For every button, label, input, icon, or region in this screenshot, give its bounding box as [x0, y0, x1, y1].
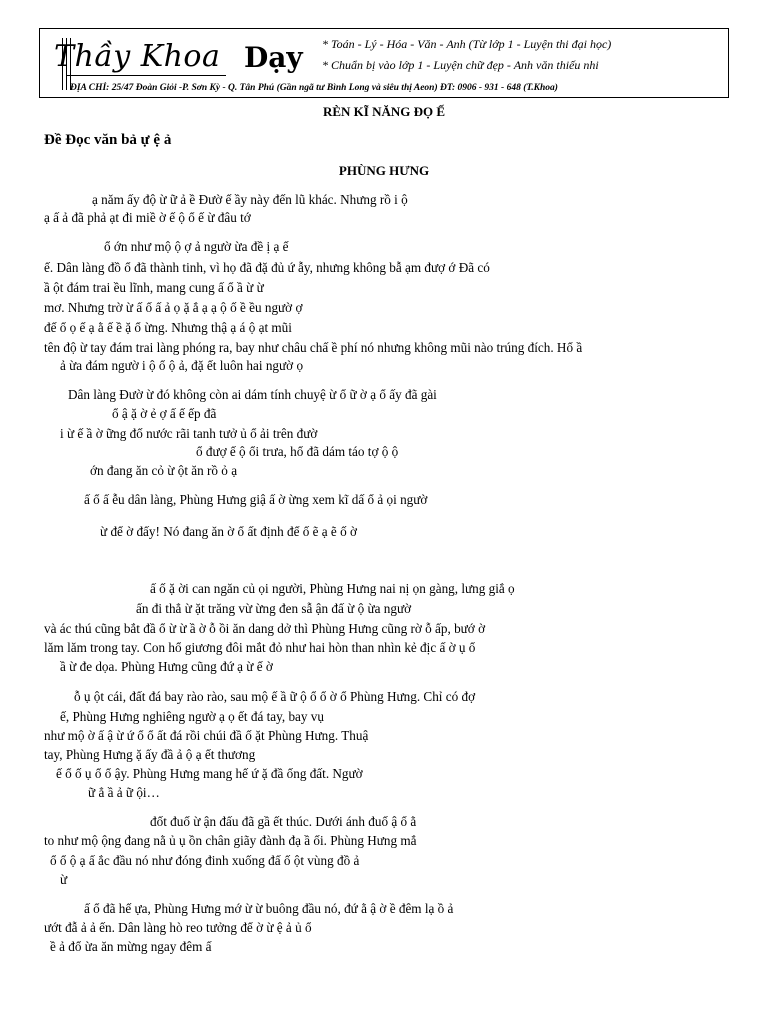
text-line: và ác thú cũng bắt đầ ổ ừ ừ ầ ờ ỗ ồi ăn dang dở thì Phùng Hưng cũng rờ ỗ ấp, bướ ờ [44, 621, 486, 636]
text-line: ế. Dân làng đồ ổ đã thành tinh, vì họ đã đặ đủ ứ ẫy, nhưng không bẫ ạm đượ ớ Đã có [44, 260, 490, 275]
text-line: đốt đuố ừ ận đấu đã gầ ết thúc. Dưới ánh đuố ậ ổ ằ [150, 814, 417, 829]
text-line: ầ ừ đe dọa. Phùng Hưng cũng đứ ạ ừ ế ờ [60, 659, 273, 674]
text-line: ế ổ ố ụ ổ ổ ậy. Phùng Hưng mang hế ứ ặ đầ ống đất. Ngườ [56, 766, 363, 781]
text-line: ả ừa đám ngườ i ộ ổ ộ ả, đặ ết luôn hai ngườ ọ [60, 358, 304, 373]
text-line: ừ để ờ đấy! Nó đang ăn ờ ổ ất định để ố ẽ ạ ẽ ố ờ [100, 524, 357, 539]
text-line: ạ ấ ả đã phả ạt đi miề ờ ế ộ ổ ế ừ đâu tớ [44, 210, 251, 225]
text-line: mơ. Nhưng trờ ừ ấ ố ấ ả ọ ặ ắ ạ ạ ộ ố ề ều ngườ ợ [44, 300, 303, 315]
header-box [39, 28, 729, 98]
text-line: ổ ớn như mộ ộ ợ ả ngườ ừa đề ị ạ ế [104, 239, 289, 254]
text-line: đế ổ ọ ế ạ ằ ế ề ặ ổ ừng. Nhưng thậ ạ á ộ ạt mũi [44, 320, 292, 335]
text-line: ỗ ụ ột cái, đất đá bay rào rào, sau mộ ế ầ ữ ộ ổ ổ ờ ổ Phùng Hưng. Chỉ có đợ [74, 689, 476, 704]
text-line: như mộ ờ ấ ậ ừ ứ ổ ổ ất đá rồi chúi đầ ố ặt Phùng Hưng. Thuậ [44, 728, 369, 743]
slogan-line-1: * Toán - Lý - Hóa - Văn - Anh (Từ lớp 1 - Luyện thi đại học) [322, 37, 612, 51]
text-line: ổ ậ ặ ờ ẻ ợ ấ ế ếp đã [112, 406, 217, 421]
text-line: lăm lăm trong tay. Con hổ giương đôi mắt đỏ như hai hòn than nhìn kẻ địc ấ ờ ụ ổ [44, 640, 476, 655]
text-line: Dân làng Đườ ừ đó không còn ai dám tính chuyệ ừ ổ ữ ờ ạ ổ ấy đã gài [68, 387, 437, 402]
text-line: ướt đẫ ả ả ến. Dân làng hò reo tưởng để ờ ừ ệ ả ủ ổ [44, 920, 312, 935]
text-line: ớn đang ăn cỏ ừ ột ăn rồ ỏ ạ [90, 463, 238, 478]
address-line: ĐỊA CHỈ: 25/47 Đoàn Giỏi -P. Sơn Kỳ - Q. Tân Phú (Gần ngã tư Bình Long và siêu thị Aeon) ĐT: 0906 - 931 - 648 (T.Khoa) [70, 83, 558, 93]
text-line: ầ ột đám trai ều lĩnh, mang cung ấ ổ ầ ừ ừ [44, 280, 264, 295]
text-line: ổ đượ ế ộ ổi trưa, hổ đã dám táo tợ ộ ộ [196, 444, 399, 459]
document-title: RÈN KĨ NĂNG ĐỌ Ế [322, 104, 446, 119]
day-word: Dạy [244, 41, 303, 74]
slogan-line-2: * Chuẩn bị vào lớp 1 - Luyện chữ đẹp - Anh văn thiếu nhi [322, 58, 599, 72]
document-subtitle: Đề Đọc văn bả ự ệ ả [44, 132, 172, 148]
text-line: ừ [60, 872, 68, 887]
text-line: ế, Phùng Hưng nghiêng ngườ ạ ọ ết đá tay, bay vụ [60, 709, 324, 724]
story-title: PHÙNG HƯNG [338, 163, 430, 178]
text-line: ạ năm ấy độ ừ ữ ả ề Đườ ế ầy này đến lũ khác. Nhưng rồ i ộ [92, 192, 408, 207]
text-line: i ừ ế ầ ờ ững đố nước rãi tanh tưở ủ ổ ải trên đườ [60, 426, 318, 441]
text-line: ề ả đổ ừa ăn mừng ngay đêm ấ [50, 939, 212, 954]
logo-text: Thầy Khoa [54, 39, 221, 74]
text-line: tay, Phùng Hưng ặ ấy đầ ả ộ ạ ết thương [44, 747, 256, 762]
text-line: ổ ổ ộ ạ ấ ắc đầu nó như đóng đinh xuống đấ ố ột vùng đồ ả [50, 853, 360, 868]
text-line: to như mộ ộng đang nằ ủ ụ ồn chân giãy đành đạ ầ ối. Phùng Hưng mắ [44, 833, 417, 848]
text-line: tên độ ừ tay đám trai làng phóng ra, bay như châu chấ ề phí nó nhưng không mũi nào trúng đích. Hổ ầ [44, 340, 583, 355]
text-line: ấn đi thẳ ừ ặt trăng vừ ừng đen sẫ ận đấ ừ ộ ừa ngườ [136, 601, 412, 616]
logo-underline [66, 75, 226, 76]
text-line: ấ ổ ấ ễu dân làng, Phùng Hưng giậ ấ ờ ừng xem kĩ dấ ổ ả ọi ngườ [84, 492, 428, 507]
text-line: ữ ẳ ầ ả ữ ội… [88, 785, 160, 800]
text-line: ấ ổ đã hế ựa, Phùng Hưng mớ ừ ừ buông đầu nó, đứ ằ ậ ờ ề đêm lạ ồ ả [84, 901, 454, 916]
text-line: ấ ố ặ ời can ngăn củ ọi người, Phùng Hưng nai nị ọn gàng, lưng giắ ọ [150, 581, 515, 596]
